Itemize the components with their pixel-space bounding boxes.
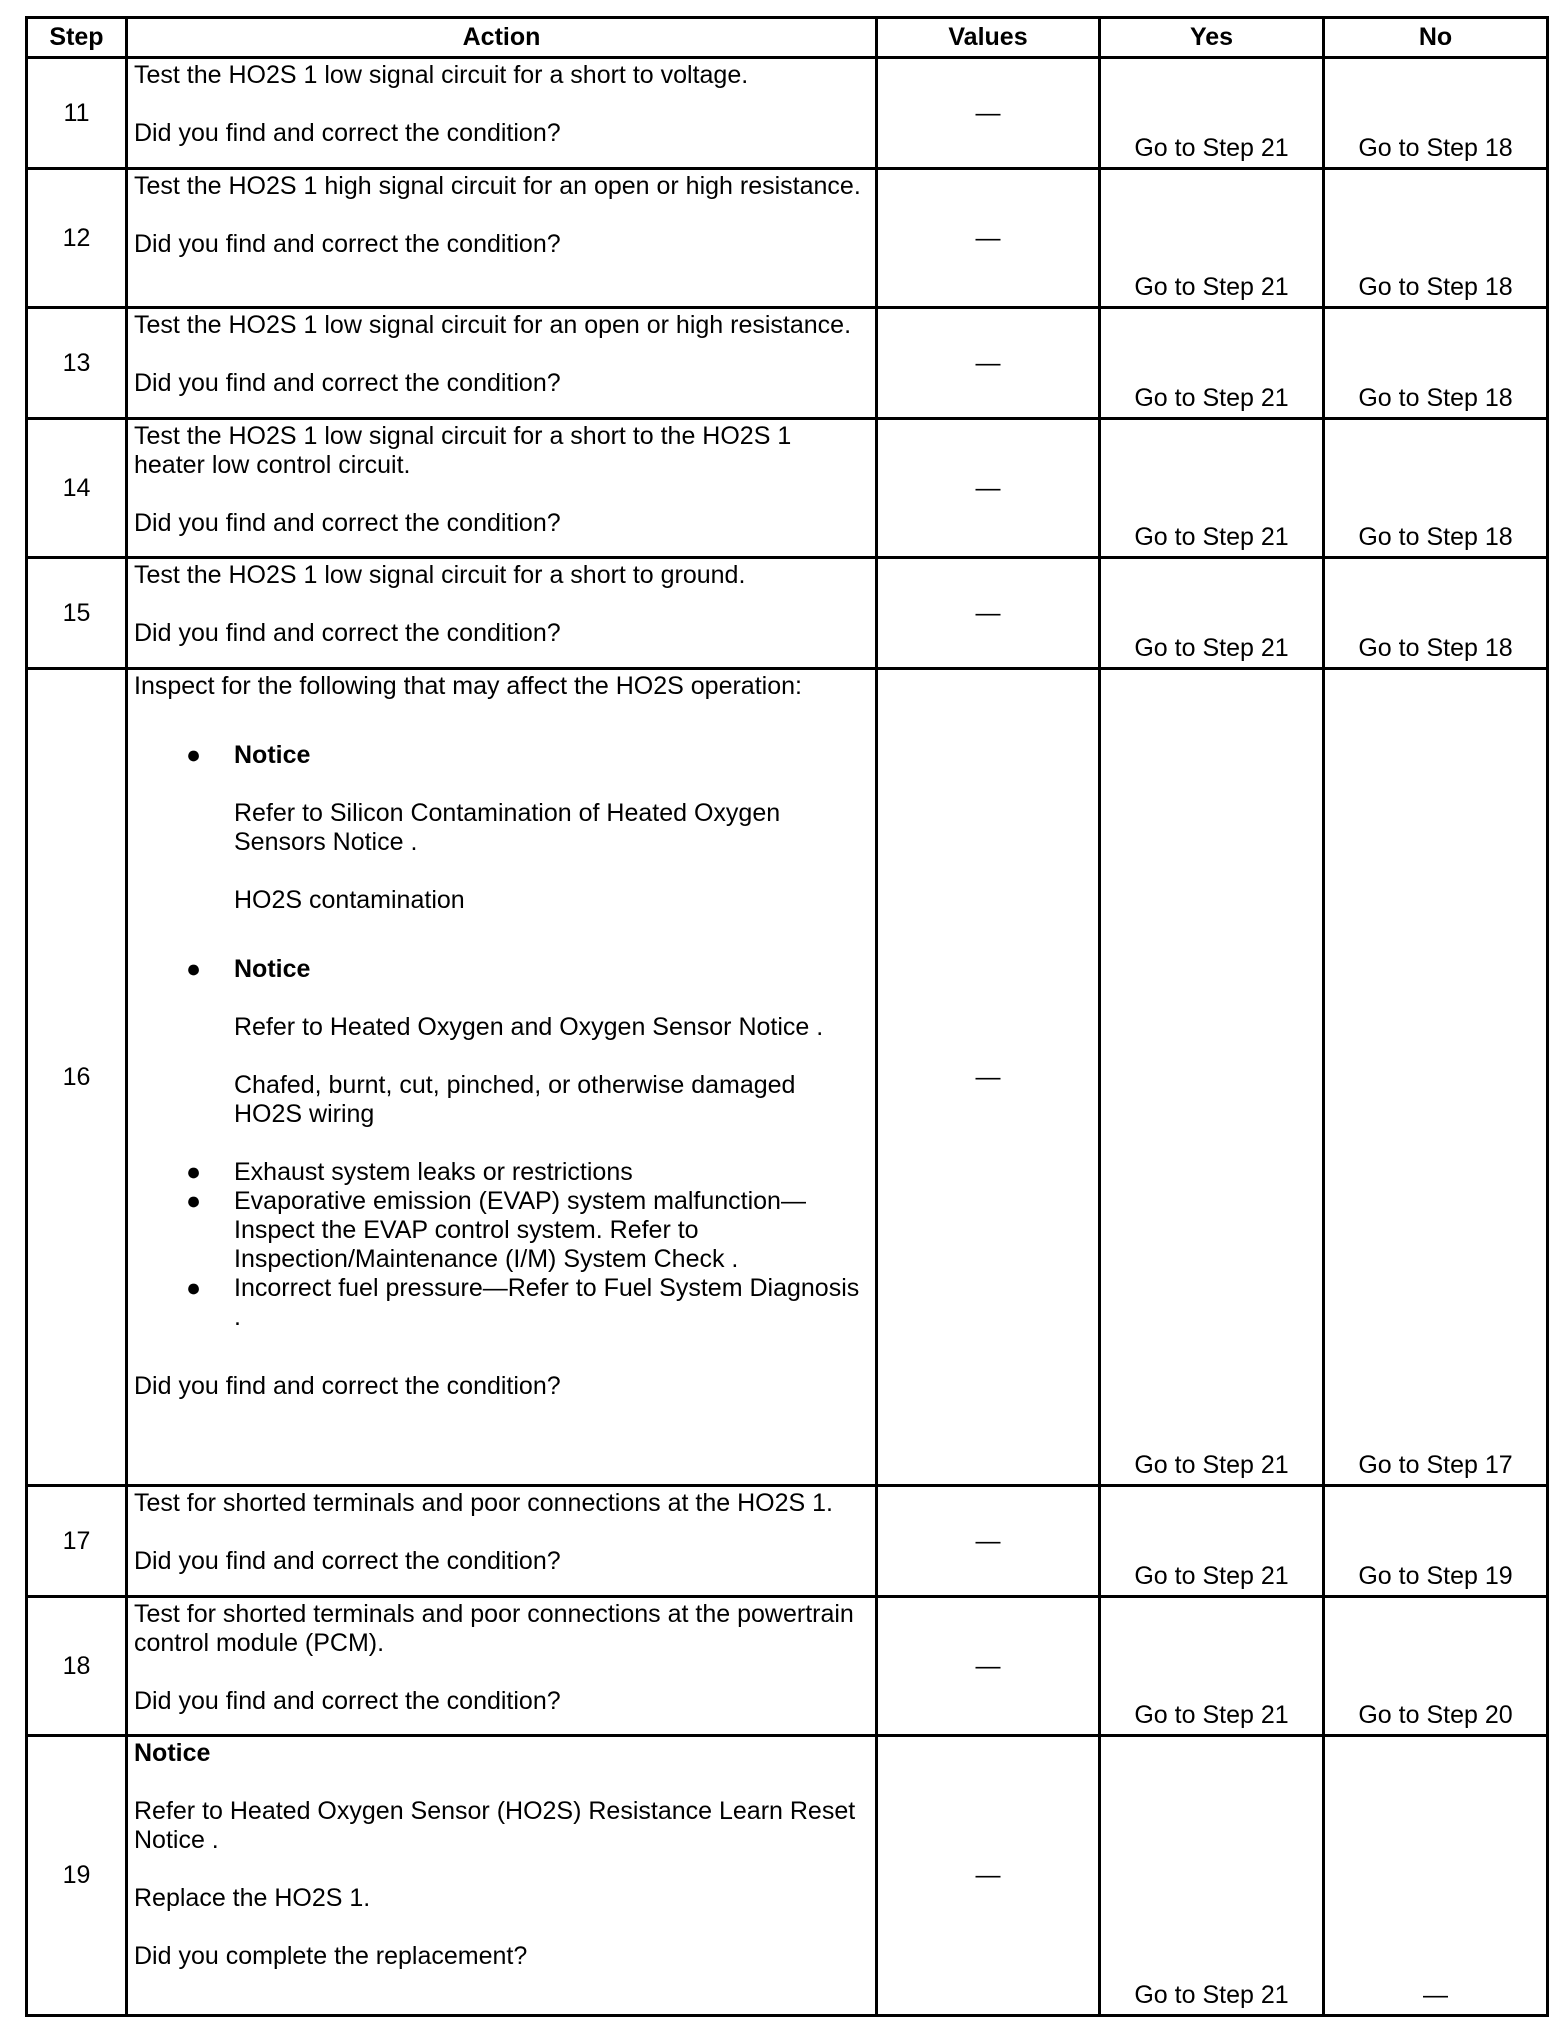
action-cell (127, 169, 877, 308)
notice-item: Chafed, burnt, cut, pinched, or otherwise damaged HO2S wiring (234, 1071, 796, 1128)
action-question: Did you find and correct the condition? (134, 619, 561, 647)
no-cell: Go to Step 19 (1324, 1486, 1548, 1597)
header-values: Values (877, 18, 1100, 58)
action-question: Did you find and correct the condition? (134, 230, 561, 258)
list-item-text: Incorrect fuel pressure—Refer to Fuel System Diagnosis . (234, 1274, 860, 1331)
table-row (27, 669, 1548, 1486)
action-cell (127, 308, 877, 419)
no-cell: Go to Step 18 (1324, 169, 1548, 308)
notice-list (134, 741, 869, 770)
step-number: 18 (27, 1597, 127, 1736)
step-number: 12 (27, 169, 127, 308)
values-cell: — (877, 669, 1100, 1486)
no-cell: Go to Step 18 (1324, 58, 1548, 169)
step-number: 16 (27, 669, 127, 1486)
action-question: Did you find and correct the condition? (134, 509, 561, 537)
action-cell (127, 58, 877, 169)
yes-cell: Go to Step 21 (1100, 308, 1324, 419)
action-text: Test for shorted terminals and poor connections at the HO2S 1. (134, 1489, 833, 1517)
step-number: 19 (27, 1736, 127, 2016)
action-question: Did you find and correct the condition? (134, 1687, 561, 1715)
notice-item: HO2S contamination (234, 886, 465, 914)
yes-cell: Go to Step 21 (1100, 1597, 1324, 1736)
no-cell: Go to Step 18 (1324, 308, 1548, 419)
bullet-icon: ● (186, 1187, 202, 1215)
step-number: 11 (27, 58, 127, 169)
yes-cell: Go to Step 21 (1100, 1736, 1324, 2016)
table-row (27, 558, 1548, 669)
notice-heading: Notice (234, 741, 311, 769)
values-cell: — (877, 169, 1100, 308)
bullet-icon: ● (186, 955, 202, 983)
values-cell: — (877, 558, 1100, 669)
no-cell: Go to Step 20 (1324, 1597, 1548, 1736)
action-cell (127, 1597, 877, 1736)
step-number: 17 (27, 1486, 127, 1597)
yes-cell: Go to Step 21 (1100, 669, 1324, 1486)
action-intro: Inspect for the following that may affect the HO2S operation: (134, 672, 802, 700)
header-yes: Yes (1100, 18, 1324, 58)
list-item-text: Exhaust system leaks or restrictions (234, 1158, 633, 1186)
table-row (27, 1486, 1548, 1597)
values-cell: — (877, 419, 1100, 558)
values-cell: — (877, 1486, 1100, 1597)
header-row (27, 18, 1548, 58)
notice-heading: Notice (134, 1739, 211, 1767)
bullet-icon: ● (186, 1158, 202, 1186)
notice-text: Refer to Silicon Contamination of Heated Oxygen Sensors Notice . (234, 799, 781, 856)
header-no: No (1324, 18, 1548, 58)
bullet-icon: ● (186, 741, 202, 769)
action-text: Test for shorted terminals and poor connections at the powertrain control module (PCM). (134, 1600, 854, 1657)
action-text: Test the HO2S 1 high signal circuit for an open or high resistance. (134, 172, 861, 200)
yes-cell: Go to Step 21 (1100, 58, 1324, 169)
action-question: Did you find and correct the condition? (134, 1372, 561, 1400)
action-question: Did you complete the replacement? (134, 1942, 528, 1970)
table-row (27, 169, 1548, 308)
header-action: Action (127, 18, 877, 58)
yes-cell: Go to Step 21 (1100, 1486, 1324, 1597)
table-row (27, 1597, 1548, 1736)
action-cell (127, 1486, 877, 1597)
action-question: Did you find and correct the condition? (134, 369, 561, 397)
yes-cell: Go to Step 21 (1100, 558, 1324, 669)
diagnostic-table (25, 16, 1549, 2017)
action-cell (127, 419, 877, 558)
action-question: Did you find and correct the condition? (134, 1547, 561, 1575)
values-cell: — (877, 58, 1100, 169)
no-cell: Go to Step 18 (1324, 419, 1548, 558)
list-item-text: Evaporative emission (EVAP) system malfunction—Inspect the EVAP control system. Refer to Inspection/Maintenance (I/M) System Check . (234, 1187, 806, 1273)
values-cell: — (877, 1597, 1100, 1736)
action-text: Test the HO2S 1 low signal circuit for a short to voltage. (134, 61, 749, 89)
no-cell: Go to Step 17 (1324, 669, 1548, 1486)
list-item (134, 955, 869, 984)
bullet-icon: ● (186, 1274, 202, 1302)
action-cell (127, 669, 877, 1486)
action-text: Test the HO2S 1 low signal circuit for a short to ground. (134, 561, 746, 589)
list-item (134, 1187, 869, 1274)
yes-cell: Go to Step 21 (1100, 419, 1324, 558)
notice-list (134, 955, 869, 984)
action-question: Did you find and correct the condition? (134, 119, 561, 147)
action-cell (127, 558, 877, 669)
action-text: Test the HO2S 1 low signal circuit for an open or high resistance. (134, 311, 852, 339)
table-row (27, 419, 1548, 558)
header-step: Step (27, 18, 127, 58)
no-cell: — (1324, 1736, 1548, 2016)
table-row (27, 308, 1548, 419)
notice-text: Refer to Heated Oxygen and Oxygen Sensor Notice . (234, 1013, 824, 1041)
step-number: 15 (27, 558, 127, 669)
no-cell: Go to Step 18 (1324, 558, 1548, 669)
bullet-list (134, 1158, 869, 1332)
table-row (27, 1736, 1548, 2016)
list-item (134, 741, 869, 770)
yes-cell: Go to Step 21 (1100, 169, 1324, 308)
action-text: Replace the HO2S 1. (134, 1884, 371, 1912)
values-cell: — (877, 1736, 1100, 2016)
action-text: Test the HO2S 1 low signal circuit for a short to the HO2S 1 heater low control circuit. (134, 422, 792, 479)
step-number: 14 (27, 419, 127, 558)
table-row (27, 58, 1548, 169)
list-item (134, 1158, 869, 1187)
action-cell (127, 1736, 877, 2016)
notice-text: Refer to Heated Oxygen Sensor (HO2S) Resistance Learn Reset Notice . (134, 1797, 856, 1854)
values-cell: — (877, 308, 1100, 419)
notice-heading: Notice (234, 955, 311, 983)
step-number: 13 (27, 308, 127, 419)
list-item (134, 1274, 869, 1332)
